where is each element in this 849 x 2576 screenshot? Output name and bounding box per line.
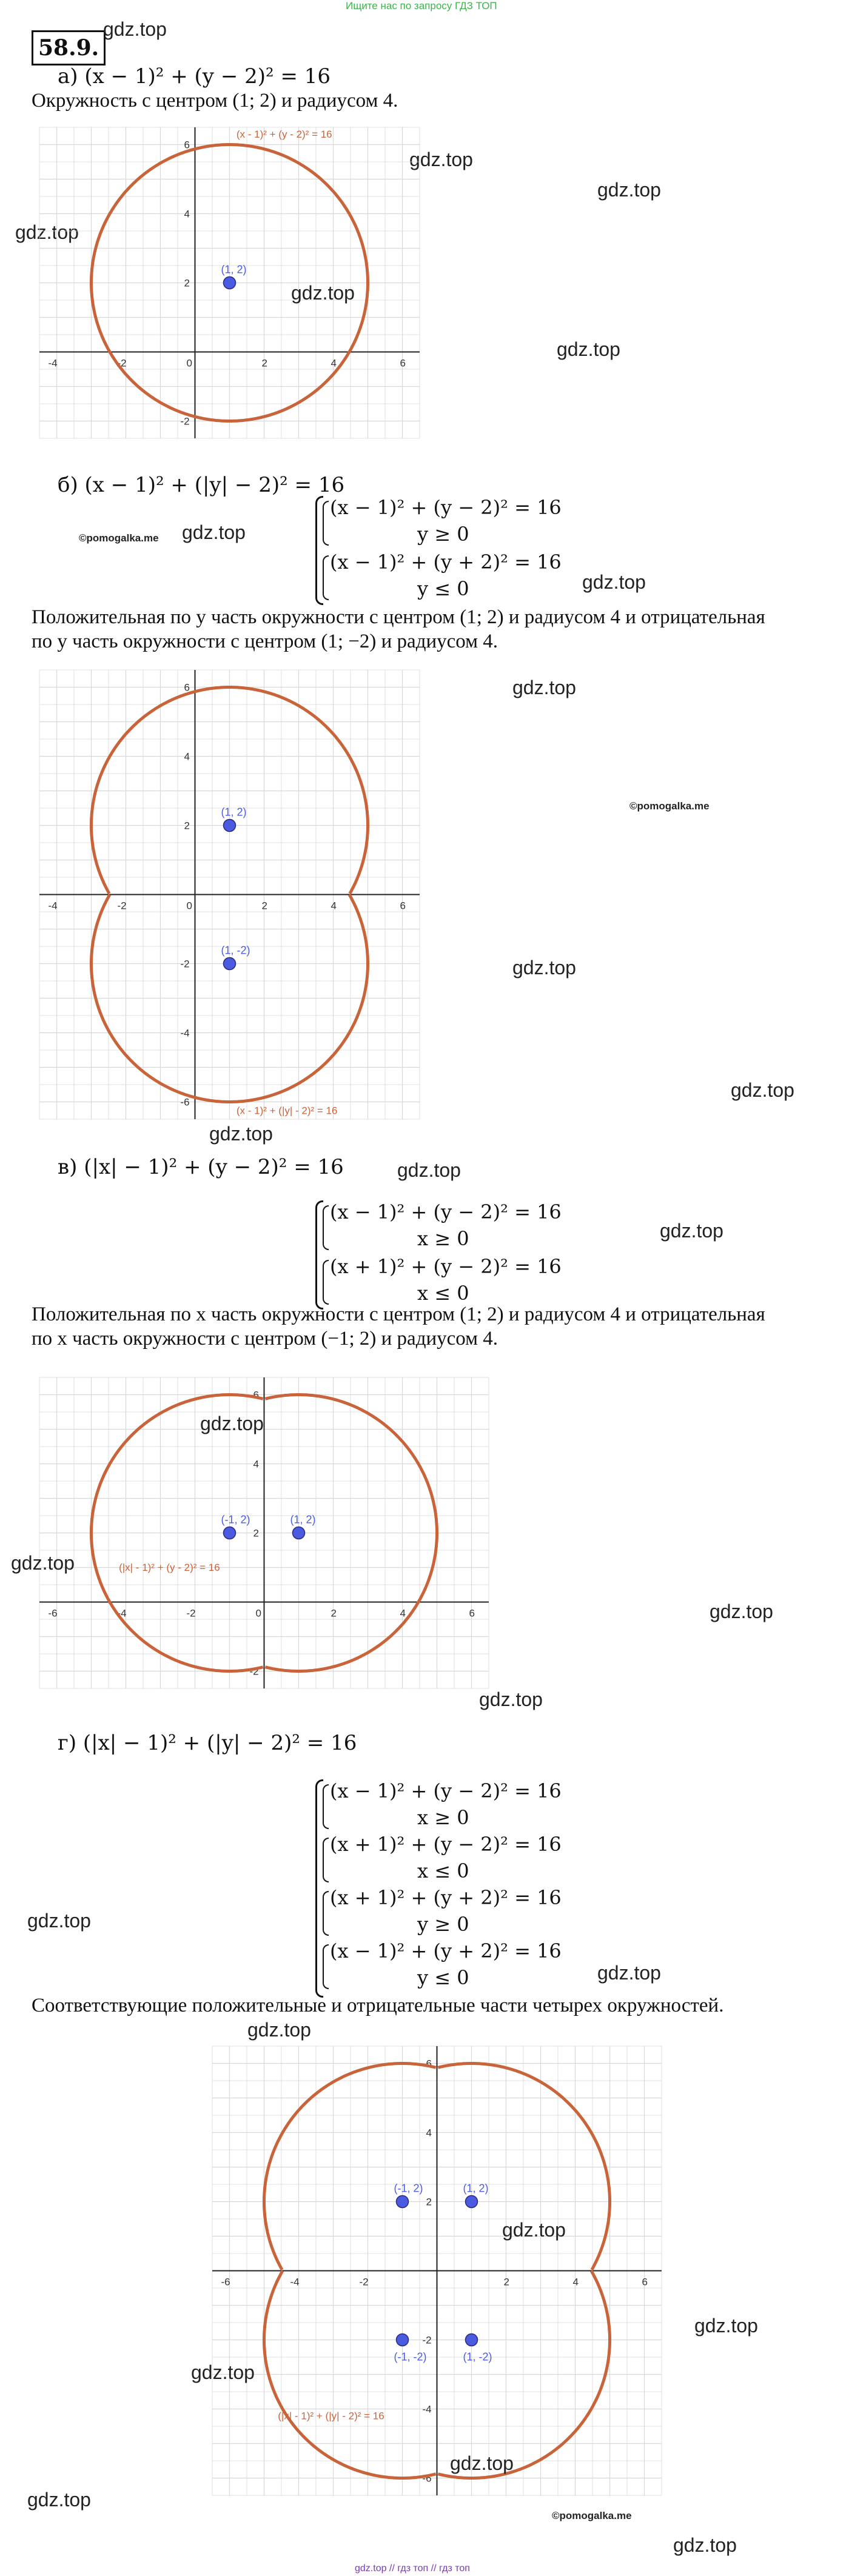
watermark: gdz.top — [502, 2219, 566, 2241]
sub-brace — [323, 1260, 329, 1305]
part-g-equation — [58, 1731, 357, 1755]
x-tick-label: 2 — [503, 2276, 509, 2288]
part-v-description-1: Положительная по x часть окружности с центром (1; 2) и радиусом 4 и отрицательная — [32, 1303, 765, 1325]
part-v-system — [315, 1200, 631, 1310]
point-label: (1, 2) — [290, 1513, 316, 1526]
curve-label: (x - 1)² + (|y| - 2)² = 16 — [236, 1105, 338, 1117]
part-b-system — [315, 496, 631, 605]
y-tick-label: 6 — [426, 2058, 432, 2070]
part-b-label: б) — [58, 473, 78, 497]
y-tick-label: -4 — [180, 1027, 190, 1039]
watermark: gdz.top — [291, 282, 355, 304]
x-tick-label: 6 — [400, 357, 406, 369]
sub-brace — [323, 1891, 329, 1936]
system-line: (x − 1)² + (y + 2)² = 16 — [330, 1939, 562, 1962]
x-tick-label: 4 — [400, 1607, 406, 1619]
point-label: (-1, -2) — [394, 2350, 427, 2363]
sub-brace — [323, 1784, 329, 1829]
y-tick-label: 2 — [184, 820, 190, 832]
y-tick-label: 6 — [184, 139, 190, 151]
sub-brace — [323, 501, 329, 546]
part-a-label: а) — [58, 64, 78, 89]
x-tick-label: -6 — [221, 2276, 230, 2288]
system-line: y ≤ 0 — [417, 577, 469, 600]
watermark: gdz.top — [209, 1123, 273, 1145]
y-tick-label: 2 — [426, 2196, 432, 2208]
part-g-label: г) — [58, 1731, 77, 1755]
x-tick-label: 2 — [261, 900, 267, 912]
watermark-small: ©pomogalka.me — [552, 2510, 632, 2521]
part-g-description: Соответствующие положительные и отрицательные части четырех окружностей. — [32, 1995, 724, 2016]
x-tick-label: -4 — [48, 357, 58, 369]
x-tick-label: 6 — [400, 900, 406, 912]
part-a-description: Окружность с центром (1; 2) и радиусом 4. — [32, 90, 398, 112]
x-tick-label: 6 — [642, 2276, 648, 2288]
part-g-formula: (|x| − 1)² + (|y| − 2)² = 16 — [82, 1731, 357, 1755]
chart-part-b — [33, 664, 426, 1125]
system-line: (x − 1)² + (y + 2)² = 16 — [330, 550, 562, 574]
system-line: (x + 1)² + (y − 2)² = 16 — [330, 1255, 562, 1278]
data-point — [224, 958, 236, 970]
footer: gdz.top // гдз топ // гдз топ — [355, 2563, 470, 2574]
watermark: gdz.top — [15, 221, 79, 243]
system-line: x ≤ 0 — [417, 1859, 469, 1882]
part-v-equation — [58, 1155, 344, 1179]
part-a-equation — [58, 64, 331, 89]
watermark: gdz.top — [597, 1962, 661, 1984]
watermark: gdz.top — [450, 2452, 514, 2474]
y-tick-label: 4 — [184, 751, 190, 763]
watermark: gdz.top — [512, 957, 576, 979]
point-label: (1, 2) — [221, 806, 247, 818]
x-tick-label: -2 — [117, 900, 127, 912]
data-point — [466, 2196, 478, 2208]
y-tick-label: 6 — [253, 1389, 259, 1401]
problem-number: 58.9. — [32, 30, 106, 65]
x-tick-label: 0 — [186, 900, 192, 912]
x-tick-label: -4 — [290, 2276, 300, 2288]
watermark: gdz.top — [731, 1079, 794, 1101]
point-label: (-1, 2) — [221, 1513, 250, 1526]
part-v-formula: (|x| − 1)² + (y − 2)² = 16 — [84, 1155, 344, 1179]
watermark: gdz.top — [11, 1552, 75, 1574]
watermark: gdz.top — [182, 521, 246, 543]
x-tick-label: -6 — [48, 1607, 58, 1619]
x-tick-label: 0 — [255, 1607, 261, 1619]
curve-label: (|x| - 1)² + (|y| - 2)² = 16 — [278, 2410, 384, 2422]
y-tick-label: -2 — [180, 415, 190, 427]
system-line: x ≤ 0 — [417, 1282, 469, 1305]
part-b-equation — [58, 473, 344, 497]
x-tick-label: 4 — [572, 2276, 579, 2288]
watermark-small: ©pomogalka.me — [79, 532, 159, 544]
watermark: gdz.top — [557, 338, 620, 360]
system-line: (x − 1)² + (y − 2)² = 16 — [330, 496, 562, 519]
sub-brace — [323, 1838, 329, 1882]
x-tick-label: 2 — [331, 1607, 337, 1619]
watermark: gdz.top — [694, 2315, 758, 2337]
data-point — [293, 1527, 305, 1539]
part-v-description-2: по x часть окружности с центром (−1; 2) и радиусом 4. — [32, 1328, 498, 1350]
watermark: gdz.top — [512, 677, 576, 698]
watermark: gdz.top — [582, 571, 646, 593]
y-tick-label: -6 — [422, 2472, 432, 2484]
watermark: gdz.top — [710, 1601, 773, 1622]
x-tick-label: 2 — [261, 357, 267, 369]
system-line: (x + 1)² + (y + 2)² = 16 — [330, 1886, 562, 1909]
x-tick-label: -4 — [117, 1607, 127, 1619]
watermark: gdz.top — [673, 2534, 737, 2556]
system-line: y ≥ 0 — [417, 523, 469, 546]
y-tick-label: -2 — [249, 1665, 259, 1678]
x-tick-label: -4 — [48, 900, 58, 912]
watermark: gdz.top — [397, 1159, 461, 1181]
curve-label: (|x| - 1)² + (y - 2)² = 16 — [119, 1562, 220, 1574]
y-tick-label: 2 — [184, 277, 190, 289]
part-b-formula: (x − 1)² + (|y| − 2)² = 16 — [84, 473, 345, 497]
data-point — [224, 820, 236, 832]
watermark: gdz.top — [597, 179, 661, 201]
y-tick-label: -2 — [180, 958, 190, 970]
data-point — [466, 2334, 478, 2346]
data-point — [397, 2334, 409, 2346]
data-point — [224, 1527, 236, 1539]
y-tick-label: -4 — [422, 2403, 432, 2415]
part-b-description-2: по y часть окружности с центром (1; −2) и радиусом 4. — [32, 631, 498, 652]
system-line: (x − 1)² + (y − 2)² = 16 — [330, 1200, 562, 1223]
chart-part-v — [33, 1371, 495, 1694]
system-line: y ≤ 0 — [417, 1966, 469, 1989]
part-a-formula: (x − 1)² + (y − 2)² = 16 — [84, 64, 331, 89]
sub-brace — [323, 1205, 329, 1250]
x-tick-label: 4 — [331, 900, 337, 912]
point-label: (1, 2) — [463, 2182, 489, 2195]
point-label: (1, -2) — [463, 2350, 492, 2363]
watermark-small: ©pomogalka.me — [629, 800, 710, 812]
curve-label: (x - 1)² + (y - 2)² = 16 — [236, 129, 332, 141]
system-line: x ≥ 0 — [417, 1806, 469, 1829]
y-tick-label: 4 — [426, 2127, 432, 2139]
data-point — [397, 2196, 409, 2208]
system-line: (x − 1)² + (y − 2)² = 16 — [330, 1779, 562, 1802]
point-label: (-1, 2) — [394, 2182, 423, 2195]
y-tick-label: 4 — [253, 1458, 259, 1470]
watermark: gdz.top — [27, 1910, 91, 1932]
watermark: gdz.top — [409, 149, 473, 170]
part-v-label: в) — [58, 1155, 78, 1179]
watermark: gdz.top — [27, 2489, 91, 2511]
point-label: (1, -2) — [221, 944, 250, 957]
y-tick-label: 4 — [184, 208, 190, 220]
sub-brace — [323, 1944, 329, 1989]
watermark: gdz.top — [103, 18, 167, 40]
part-b-description-1: Положительная по y часть окружности с центром (1; 2) и радиусом 4 и отрицательная — [32, 606, 765, 628]
curve-path — [264, 2064, 436, 2270]
x-tick-label: 0 — [186, 357, 192, 369]
part-g-system — [315, 1779, 631, 1998]
x-tick-label: -2 — [117, 357, 127, 369]
system-line: x ≥ 0 — [417, 1227, 469, 1250]
chart-part-g — [206, 2040, 668, 2501]
chart-part-a — [33, 121, 426, 444]
x-tick-label: 6 — [469, 1607, 475, 1619]
watermark: gdz.top — [660, 1220, 723, 1242]
x-tick-label: -2 — [359, 2276, 369, 2288]
y-tick-label: 2 — [253, 1527, 259, 1539]
point-label: (1, 2) — [221, 263, 247, 276]
watermark: gdz.top — [247, 2019, 311, 2041]
watermark: gdz.top — [191, 2361, 255, 2383]
system-line: (x + 1)² + (y − 2)² = 16 — [330, 1833, 562, 1856]
y-tick-label: -2 — [422, 2334, 432, 2346]
top-banner: Ищите нас по запросу ГДЗ ТОП — [346, 0, 497, 12]
x-tick-label: 4 — [331, 357, 337, 369]
x-tick-label: -2 — [186, 1607, 196, 1619]
data-point — [224, 277, 236, 289]
system-line: y ≥ 0 — [417, 1913, 469, 1936]
watermark: gdz.top — [479, 1688, 543, 1710]
y-tick-label: -6 — [180, 1096, 190, 1108]
sub-brace — [323, 555, 329, 600]
y-tick-label: 6 — [184, 681, 190, 694]
watermark: gdz.top — [200, 1413, 264, 1434]
